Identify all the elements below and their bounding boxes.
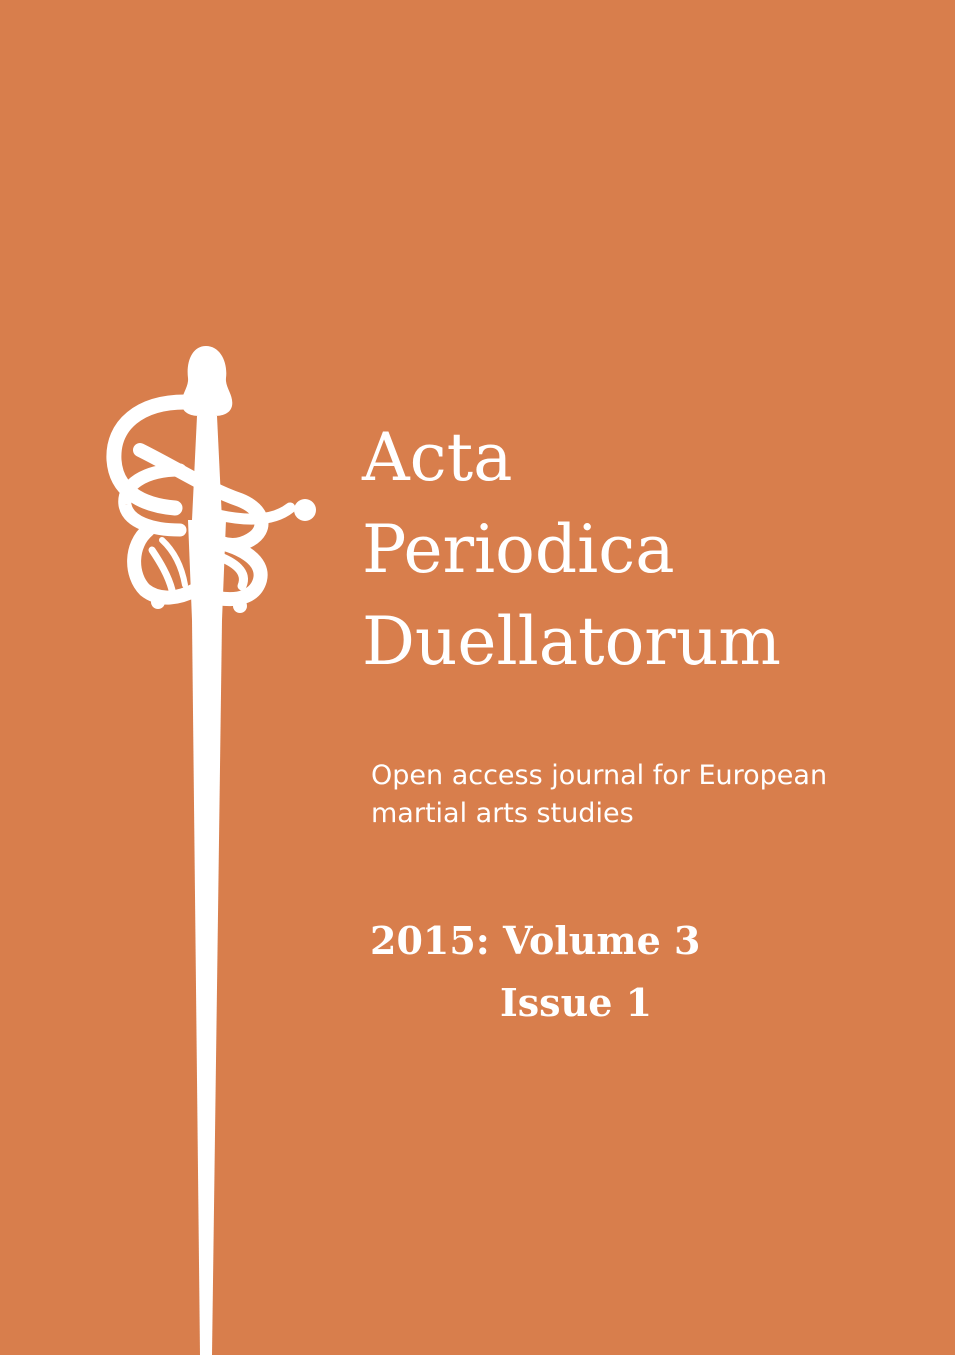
journal-subtitle [371,757,827,833]
rapier-sword-icon [100,340,330,1355]
issue-info [370,910,700,1034]
subtitle-line-1: Open access journal for European [371,760,828,791]
journal-title [362,412,781,688]
issue-label: Issue 1 [500,980,653,1025]
title-line-2: Periodica [362,511,675,588]
volume-label: 2015: Volume 3 [370,918,701,963]
title-line-3: Duellatorum [362,603,781,680]
title-line-1: Acta [362,419,513,496]
subtitle-line-2: martial arts studies [371,798,634,829]
